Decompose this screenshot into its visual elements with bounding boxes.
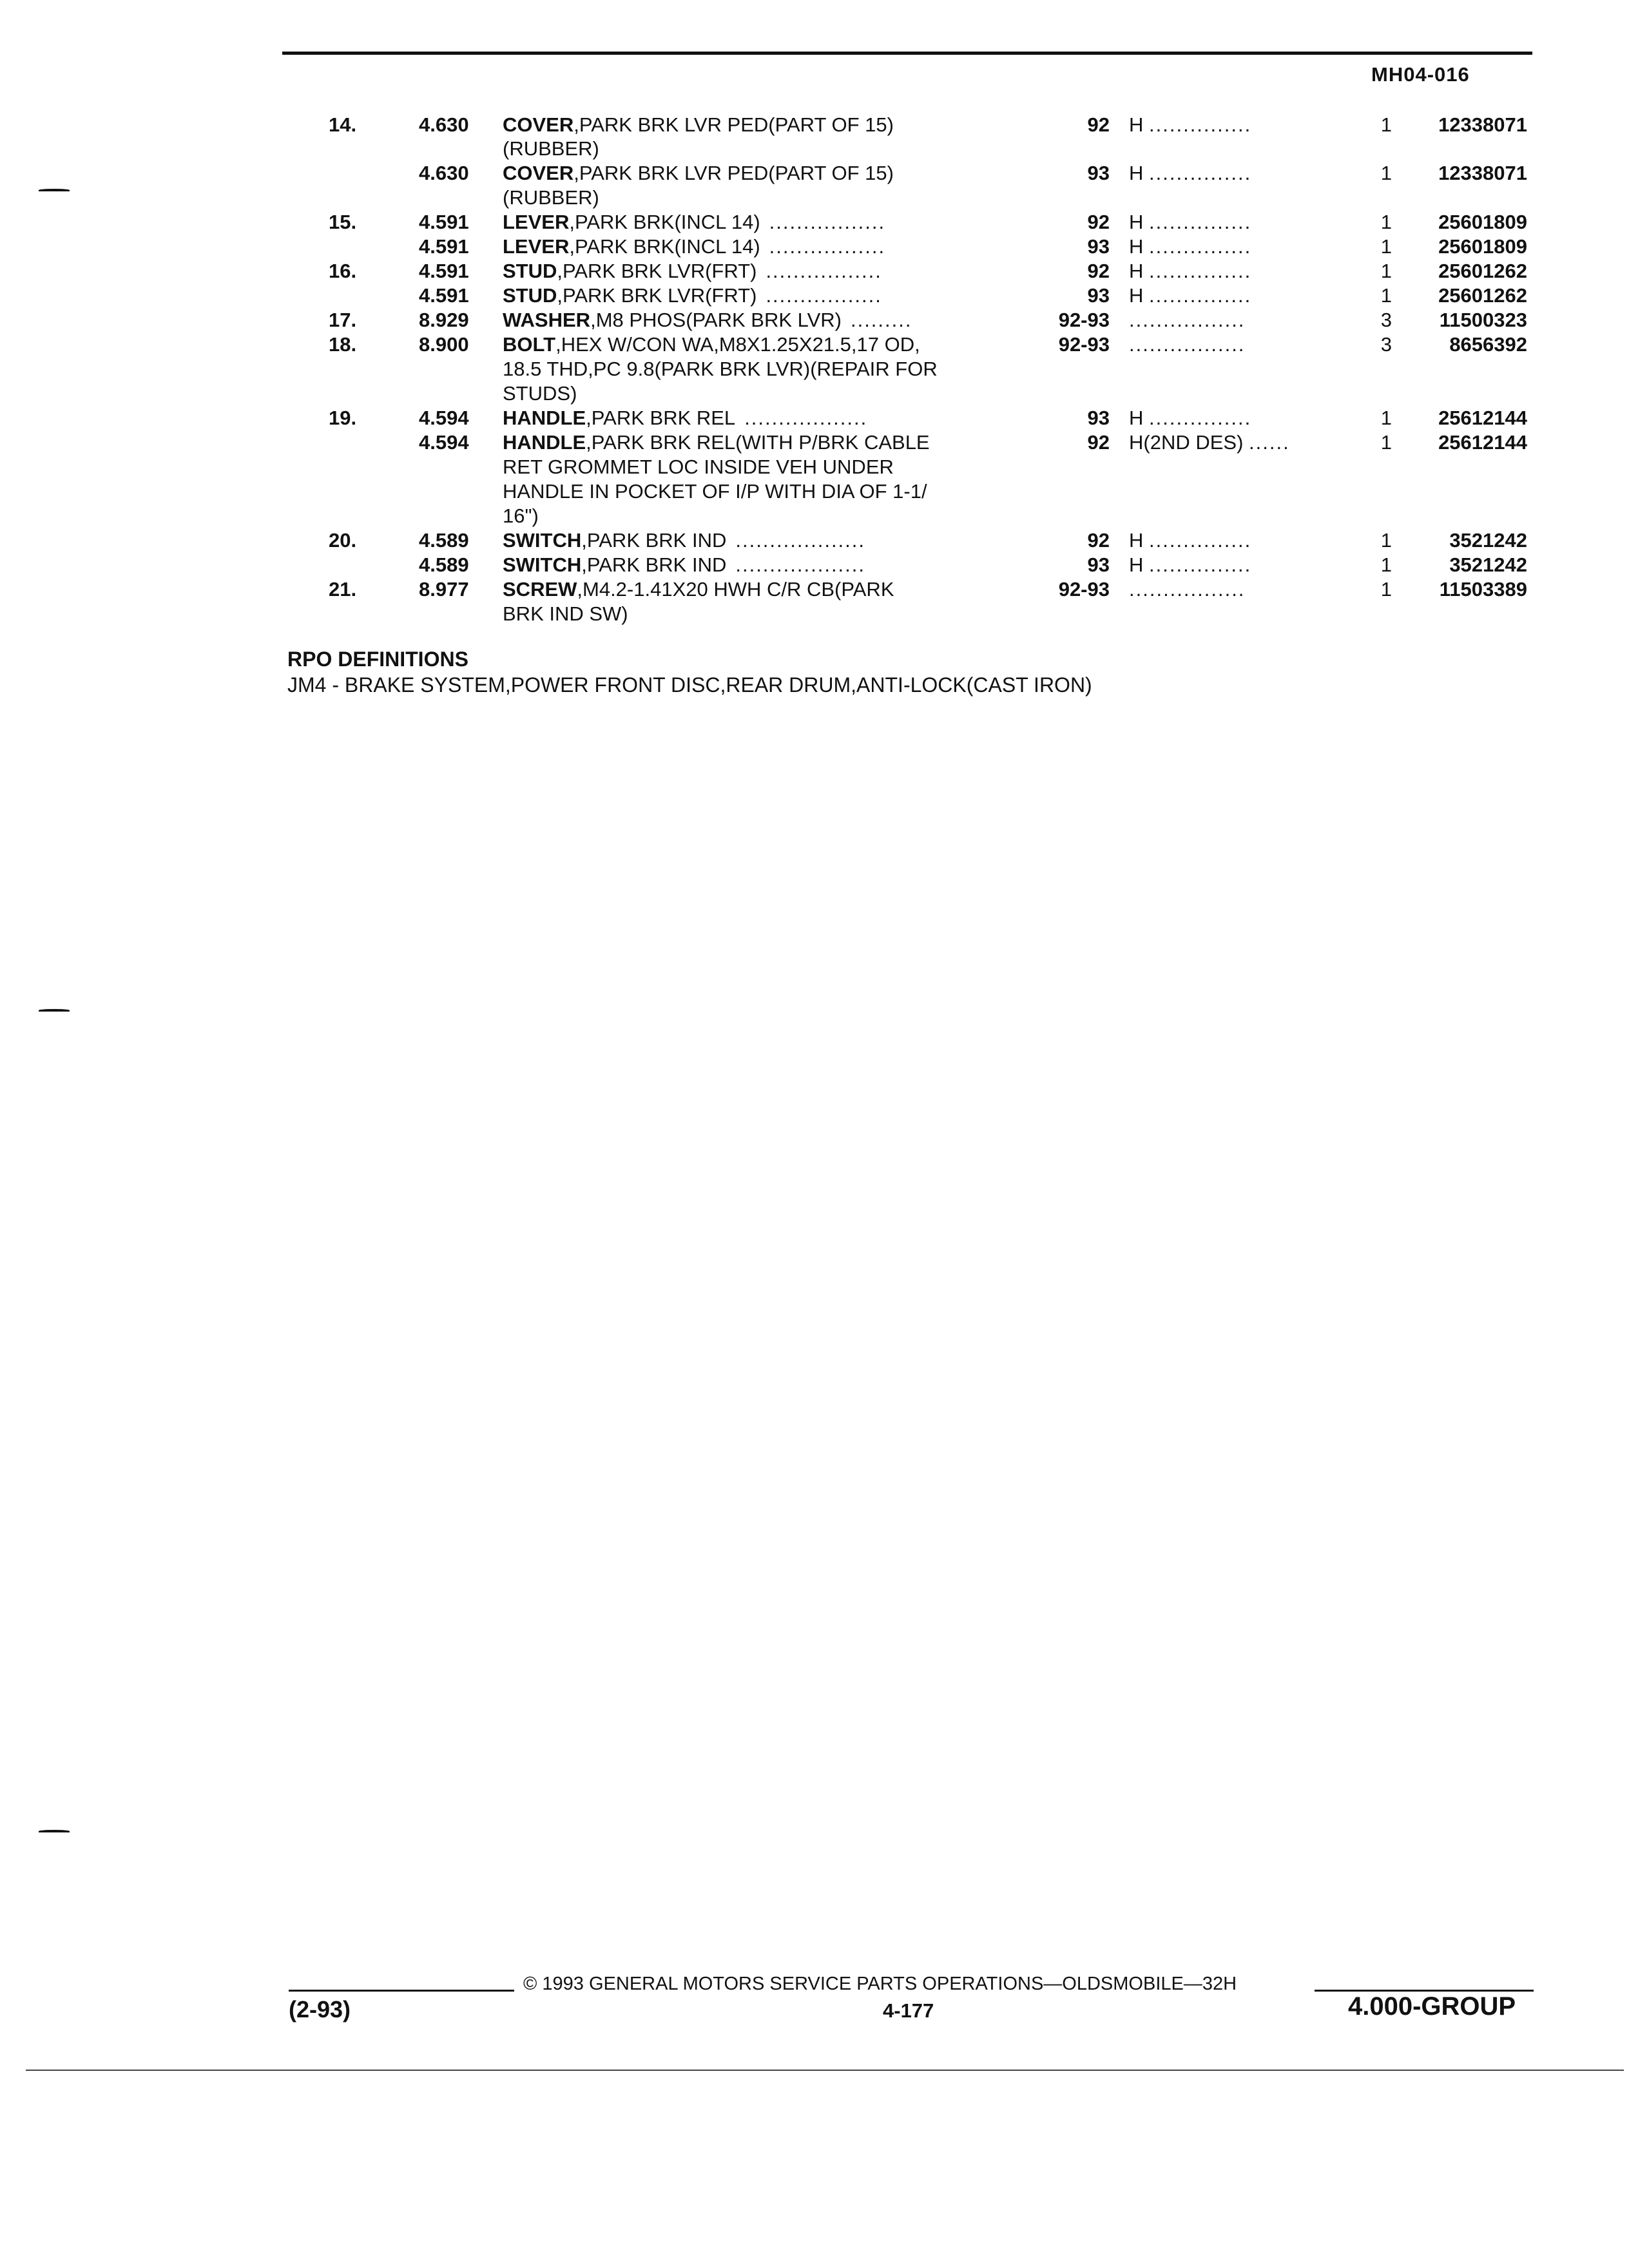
series-note <box>1129 284 1342 308</box>
leader-dots: ............... <box>1149 407 1252 429</box>
part-row <box>0 332 1629 357</box>
part-detail: ,HEX W/CON WA,M8X1.25X21.5,17 OD, <box>555 333 920 356</box>
quantity: 1 <box>1380 553 1392 576</box>
part-detail: BRK IND SW) <box>503 602 628 625</box>
series-note <box>1129 210 1342 235</box>
quantity: 1 <box>1380 407 1392 429</box>
part-name: BOLT <box>503 333 556 356</box>
part-description <box>503 259 1025 284</box>
quantity: 3 <box>1380 333 1392 356</box>
group-number: 4.589 <box>419 529 469 552</box>
part-detail: ,PARK BRK IND <box>581 529 727 552</box>
series-note <box>1129 430 1342 455</box>
part-number: 3521242 <box>1449 529 1527 552</box>
group-number: 4.594 <box>419 431 469 454</box>
ref-number: 15. <box>329 211 357 233</box>
model-year: 92-93 <box>1058 309 1110 331</box>
part-row <box>0 308 1629 332</box>
part-name: LEVER <box>503 211 570 233</box>
part-detail: ,PARK BRK(INCL 14) <box>569 235 760 258</box>
part-row <box>0 553 1629 577</box>
margin-mark <box>39 1009 70 1012</box>
part-description <box>503 455 1025 479</box>
part-detail: ,PARK BRK(INCL 14) <box>569 211 760 233</box>
model-year: 92-93 <box>1058 578 1110 601</box>
quantity: 1 <box>1380 211 1392 233</box>
rpo-title: RPO DEFINITIONS <box>287 648 468 671</box>
series-note <box>1129 577 1342 602</box>
model-year: 92-93 <box>1058 333 1110 356</box>
part-description <box>503 113 1025 137</box>
group-number: 4.591 <box>419 235 469 258</box>
group-number: 8.977 <box>419 578 469 601</box>
quantity: 3 <box>1380 309 1392 331</box>
series-code: H <box>1129 284 1144 307</box>
margin-mark <box>39 1830 70 1832</box>
series-code: H <box>1129 113 1144 136</box>
part-description <box>503 406 1025 430</box>
series-code: H <box>1129 407 1144 429</box>
margin-mark <box>39 189 70 191</box>
part-name: WASHER <box>503 309 591 331</box>
part-description <box>503 504 1025 528</box>
copyright-line: © 1993 GENERAL MOTORS SERVICE PARTS OPERATIONS—OLDSMOBILE—32H <box>523 1974 1237 1994</box>
part-number: 25601262 <box>1438 260 1527 282</box>
part-description <box>503 528 1025 553</box>
group-number: 4.594 <box>419 407 469 429</box>
series-code: H <box>1129 529 1144 552</box>
part-row <box>0 161 1629 186</box>
part-description <box>503 577 1025 602</box>
quantity: 1 <box>1380 431 1392 454</box>
part-description <box>503 284 1025 308</box>
part-number: 25612144 <box>1438 407 1527 429</box>
part-row <box>0 430 1629 455</box>
leader-dots: ............... <box>1149 211 1252 233</box>
leader-dots: ................. <box>769 211 886 233</box>
part-description <box>503 332 1025 357</box>
revision-date: (2-93) <box>289 1996 351 2023</box>
series-note <box>1129 528 1342 553</box>
model-year: 93 <box>1087 235 1110 258</box>
group-label: 4.000-GROUP <box>1348 1992 1516 2021</box>
part-name: HANDLE <box>503 431 586 454</box>
part-detail: 16") <box>503 505 539 527</box>
part-name: SWITCH <box>503 529 582 552</box>
footer-rule-left <box>289 1990 514 1992</box>
part-row <box>0 479 1629 504</box>
part-number: 3521242 <box>1449 553 1527 576</box>
leader-dots: ............... <box>1149 235 1252 258</box>
leader-dots: ............... <box>1149 529 1252 552</box>
part-description <box>503 381 1025 406</box>
group-number: 4.630 <box>419 162 469 184</box>
part-description <box>503 137 1025 161</box>
rpo-definition: JM4 - BRAKE SYSTEM,POWER FRONT DISC,REAR DRUM,ANTI-LOCK(CAST IRON) <box>287 673 1092 697</box>
part-row <box>0 259 1629 284</box>
part-description <box>503 479 1025 504</box>
series-code: H <box>1129 211 1144 233</box>
part-row <box>0 406 1629 430</box>
part-name: SWITCH <box>503 553 582 576</box>
leader-dots: ......... <box>850 309 912 331</box>
series-note <box>1129 113 1342 137</box>
group-number: 8.929 <box>419 309 469 331</box>
group-number: 4.630 <box>419 113 469 136</box>
quantity: 1 <box>1380 113 1392 136</box>
leader-dots: ................. <box>769 235 886 258</box>
model-year: 93 <box>1087 553 1110 576</box>
part-detail: ,PARK BRK LVR(FRT) <box>557 260 757 282</box>
part-row <box>0 504 1629 528</box>
ref-number: 17. <box>329 309 357 331</box>
series-note <box>1129 235 1342 259</box>
series-code: H <box>1129 162 1144 184</box>
series-code: H(2ND DES) <box>1129 431 1244 454</box>
part-description <box>503 553 1025 577</box>
model-year: 93 <box>1087 407 1110 429</box>
part-row <box>0 455 1629 479</box>
ref-number: 14. <box>329 113 357 136</box>
leader-dots: ................. <box>766 284 882 307</box>
part-row <box>0 602 1629 626</box>
parts-list <box>0 113 1629 626</box>
part-detail: 18.5 THD,PC 9.8(PARK BRK LVR)(REPAIR FOR <box>503 358 938 380</box>
catalog-code: MH04-016 <box>1371 63 1470 86</box>
leader-dots: .................. <box>744 407 868 429</box>
model-year: 93 <box>1087 284 1110 307</box>
series-code: H <box>1129 553 1144 576</box>
series-note <box>1129 161 1342 186</box>
part-detail: ,PARK BRK REL(WITH P/BRK CABLE <box>586 431 930 454</box>
part-description <box>503 602 1025 626</box>
part-number: 25601809 <box>1438 211 1527 233</box>
leader-dots: ...... <box>1249 431 1290 454</box>
part-description <box>503 308 1025 332</box>
part-row <box>0 577 1629 602</box>
part-number: 11500323 <box>1439 309 1527 331</box>
model-year: 92 <box>1087 529 1110 552</box>
part-row <box>0 381 1629 406</box>
quantity: 1 <box>1380 284 1392 307</box>
quantity: 1 <box>1380 578 1392 601</box>
page-number: 4-177 <box>883 1999 934 2022</box>
series-note <box>1129 406 1342 430</box>
part-row <box>0 186 1629 210</box>
part-detail: ,PARK BRK LVR PED(PART OF 15) <box>574 162 894 184</box>
ref-number: 21. <box>329 578 357 601</box>
part-detail: (RUBBER) <box>503 186 599 209</box>
part-detail: RET GROMMET LOC INSIDE VEH UNDER <box>503 456 894 478</box>
part-detail: ,M8 PHOS(PARK BRK LVR) <box>590 309 842 331</box>
bottom-rule <box>26 2070 1624 2071</box>
part-detail: HANDLE IN POCKET OF I/P WITH DIA OF 1-1/ <box>503 480 927 503</box>
part-detail: ,PARK BRK REL <box>586 407 736 429</box>
leader-dots: ............... <box>1149 260 1252 282</box>
part-number: 12338071 <box>1438 113 1527 136</box>
quantity: 1 <box>1380 162 1392 184</box>
series-code: H <box>1129 260 1144 282</box>
model-year: 92 <box>1087 260 1110 282</box>
part-number: 12338071 <box>1438 162 1527 184</box>
part-name: LEVER <box>503 235 570 258</box>
quantity: 1 <box>1380 235 1392 258</box>
part-name: SCREW <box>503 578 577 601</box>
part-name: HANDLE <box>503 407 586 429</box>
quantity: 1 <box>1380 260 1392 282</box>
part-number: 25601262 <box>1438 284 1527 307</box>
ref-number: 18. <box>329 333 357 356</box>
series-note <box>1129 308 1342 332</box>
part-number: 25612144 <box>1438 431 1527 454</box>
ref-number: 16. <box>329 260 357 282</box>
footer-rule-right <box>1315 1990 1534 1992</box>
part-number: 8656392 <box>1449 333 1527 356</box>
ref-number: 19. <box>329 407 357 429</box>
leader-dots: ............... <box>1149 553 1252 576</box>
leader-dots: ................. <box>766 260 882 282</box>
part-detail: ,PARK BRK LVR(FRT) <box>557 284 757 307</box>
group-number: 4.589 <box>419 553 469 576</box>
rpo-definitions <box>287 646 1092 698</box>
part-detail: STUDS) <box>503 382 577 405</box>
part-row <box>0 357 1629 381</box>
part-number: 11503389 <box>1439 578 1527 601</box>
group-number: 4.591 <box>419 284 469 307</box>
model-year: 92 <box>1087 211 1110 233</box>
part-name: STUD <box>503 284 557 307</box>
part-description <box>503 430 1025 455</box>
leader-dots: ................... <box>735 529 866 552</box>
part-detail: ,PARK BRK IND <box>581 553 727 576</box>
series-code: H <box>1129 235 1144 258</box>
part-detail: ,PARK BRK LVR PED(PART OF 15) <box>574 113 894 136</box>
leader-dots: ................... <box>735 553 866 576</box>
part-detail: (RUBBER) <box>503 137 599 160</box>
ref-number: 20. <box>329 529 357 552</box>
quantity: 1 <box>1380 529 1392 552</box>
part-row <box>0 528 1629 553</box>
part-detail: ,M4.2-1.41X20 HWH C/R CB(PARK <box>577 578 894 601</box>
part-row <box>0 113 1629 137</box>
part-description <box>503 161 1025 186</box>
part-row <box>0 235 1629 259</box>
part-number: 25601809 <box>1438 235 1527 258</box>
leader-dots: ............... <box>1149 162 1252 184</box>
group-number: 4.591 <box>419 211 469 233</box>
series-note <box>1129 332 1342 357</box>
part-row <box>0 210 1629 235</box>
top-rule <box>282 52 1532 55</box>
part-name: COVER <box>503 113 574 136</box>
leader-dots: ............... <box>1149 284 1252 307</box>
group-number: 8.900 <box>419 333 469 356</box>
part-description <box>503 235 1025 259</box>
leader-dots: ............... <box>1149 113 1252 136</box>
part-row <box>0 137 1629 161</box>
leader-dots: ................. <box>1129 578 1246 601</box>
model-year: 92 <box>1087 431 1110 454</box>
series-note <box>1129 259 1342 284</box>
series-note <box>1129 553 1342 577</box>
group-number: 4.591 <box>419 260 469 282</box>
model-year: 92 <box>1087 113 1110 136</box>
part-description <box>503 186 1025 210</box>
part-row <box>0 284 1629 308</box>
leader-dots: ................. <box>1129 333 1246 356</box>
part-name: STUD <box>503 260 557 282</box>
part-description <box>503 210 1025 235</box>
part-description <box>503 357 1025 381</box>
leader-dots: ................. <box>1129 309 1246 331</box>
model-year: 93 <box>1087 162 1110 184</box>
part-name: COVER <box>503 162 574 184</box>
